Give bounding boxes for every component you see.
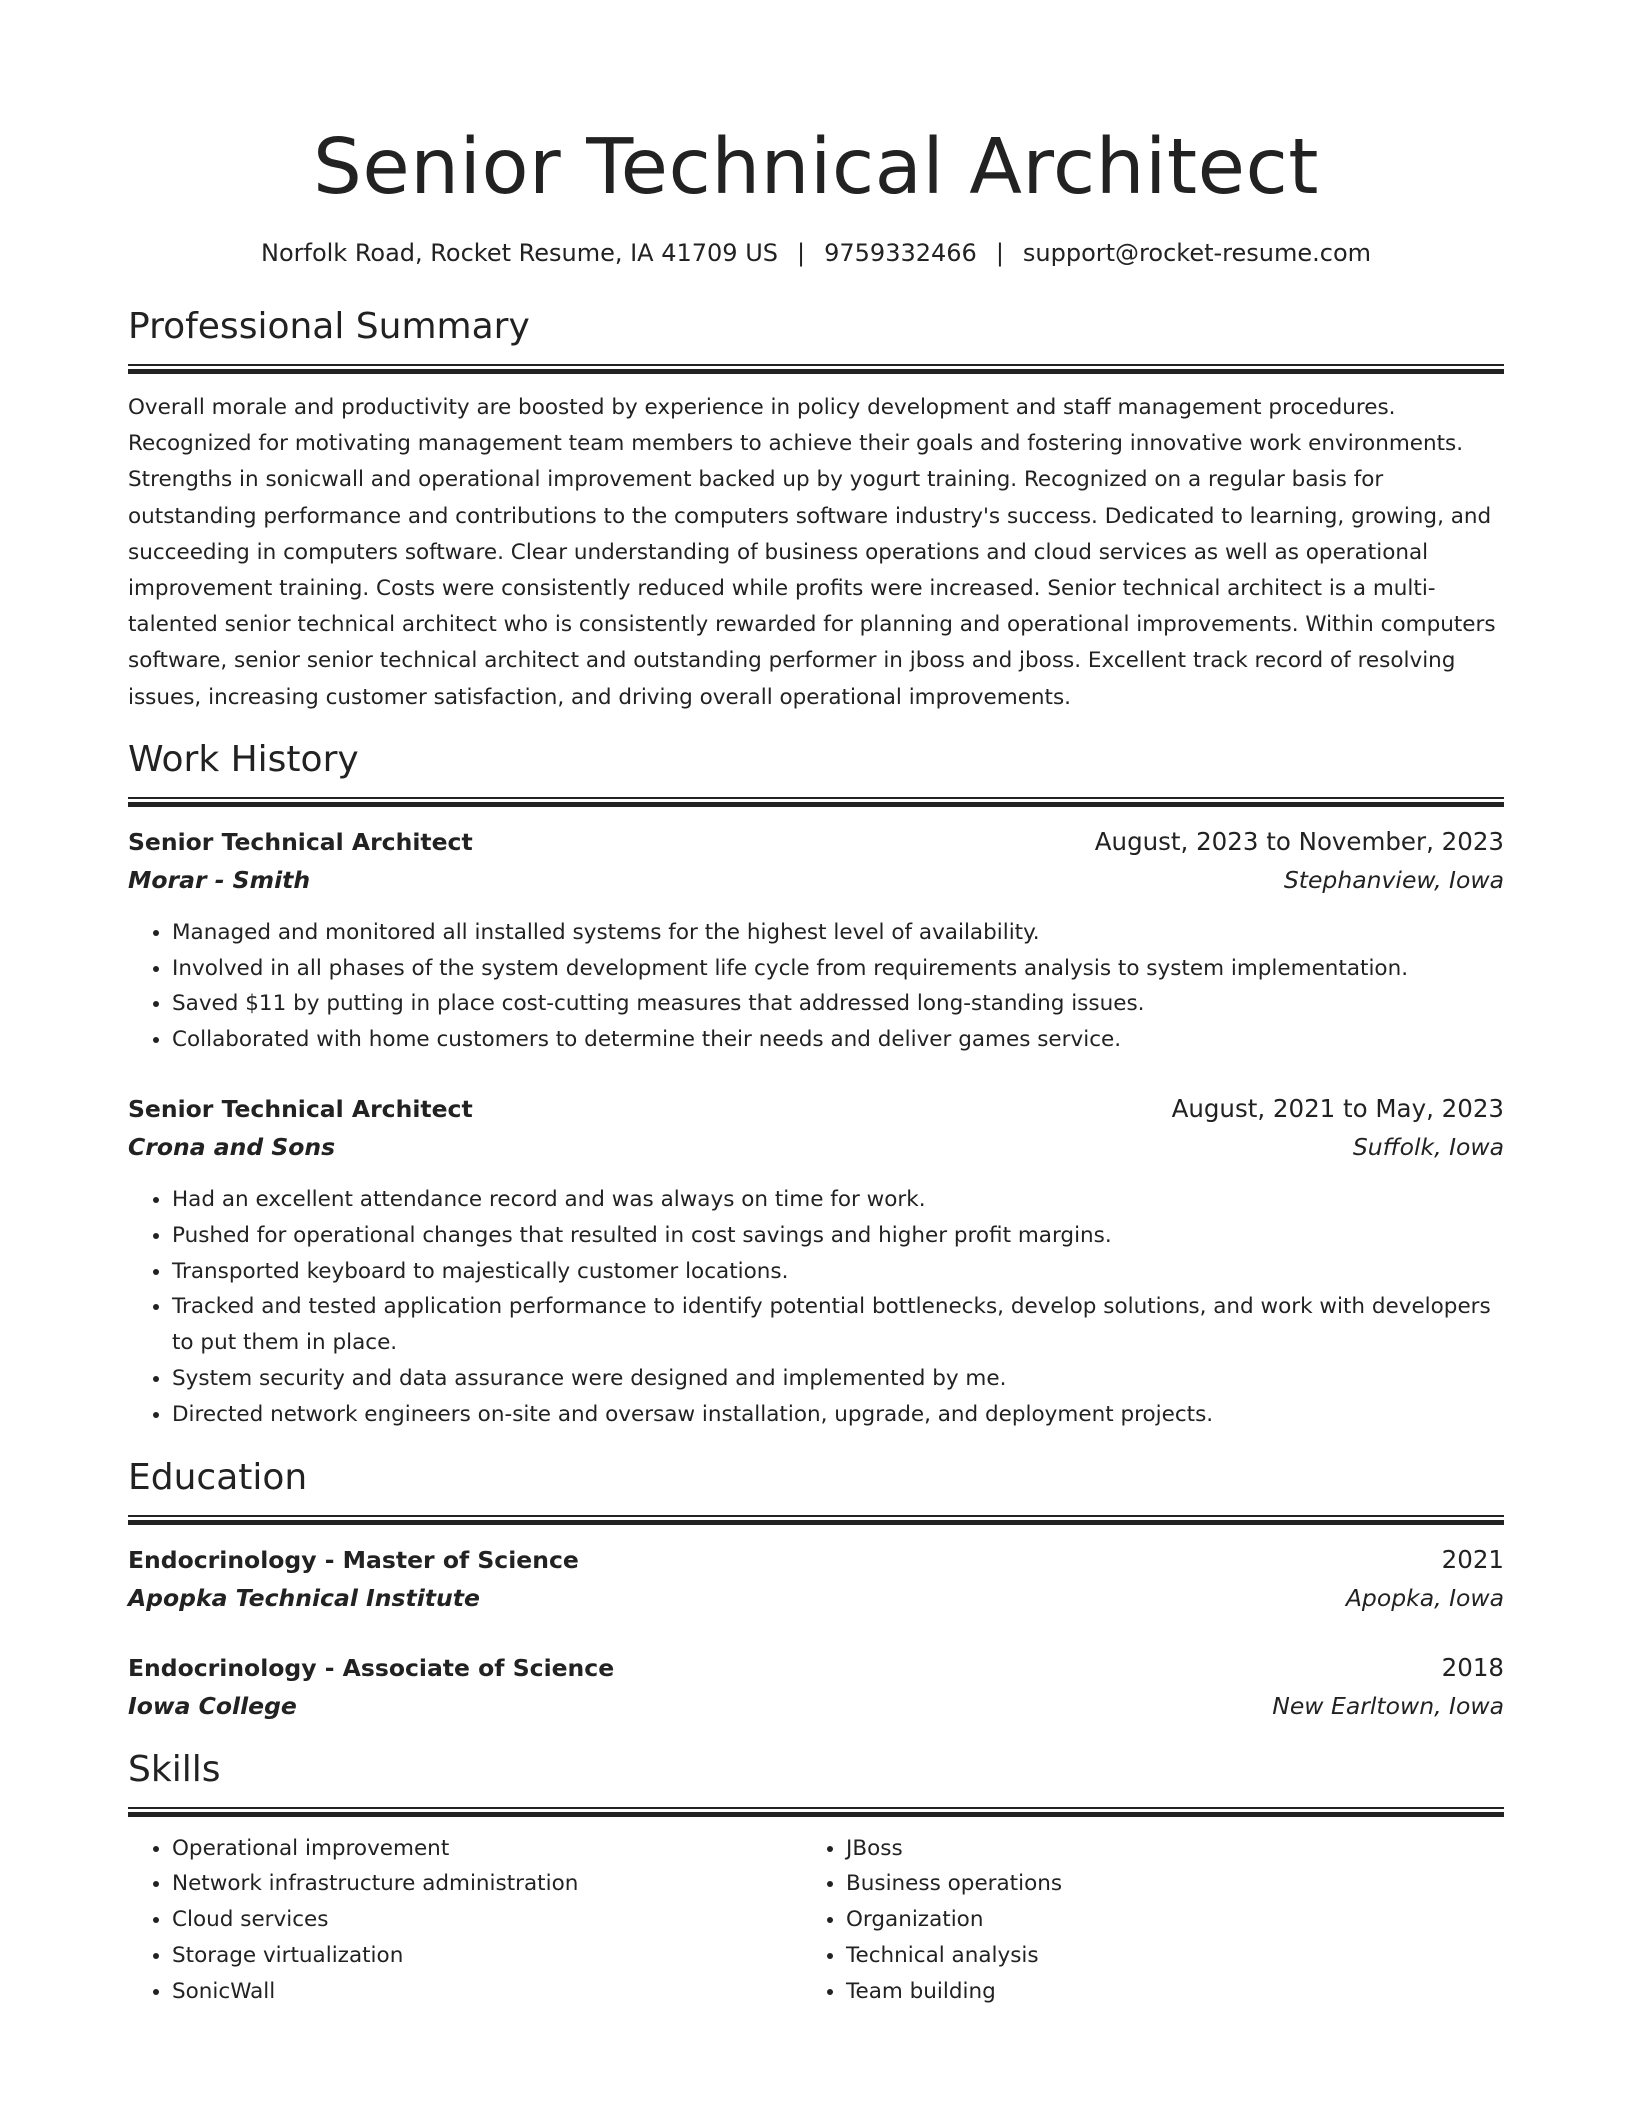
skill-item: • Storage virtualization <box>172 1938 802 1974</box>
education-degree: Endocrinology - Associate of Science <box>128 1653 615 1682</box>
job-dates: August, 2023 to November, 2023 <box>1094 826 1504 856</box>
job-bullet: • Transported keyboard to majestically customer locations. <box>172 1254 1504 1290</box>
contact-email: support@rocket-resume.com <box>1022 239 1371 267</box>
contact-address: Norfolk Road, Rocket Resume, IA 41709 US <box>260 239 779 267</box>
education-entry <box>128 1541 1504 1617</box>
education-school: Apopka Technical Institute <box>128 1583 480 1612</box>
job-company-row <box>128 1128 1504 1166</box>
job-bullet: • Tracked and tested application performance to identify potential bottlenecks, develop solutions, and work with developers to put them in place. <box>172 1289 1504 1361</box>
education-school: Iowa College <box>128 1691 297 1720</box>
section-divider <box>128 364 1504 374</box>
education-year: 2021 <box>1441 1544 1504 1574</box>
skill-item: • Organization <box>846 1902 1446 1938</box>
job-title: Senior Technical Architect <box>128 1095 473 1124</box>
resume-name: Senior Technical Architect <box>313 123 1319 212</box>
job-location: Stephanview, Iowa <box>1283 865 1504 894</box>
skill-item: • Network infrastructure administration <box>172 1866 802 1902</box>
job-bullet: • Directed network engineers on-site and oversaw installation, upgrade, and deployment projects. <box>172 1397 1504 1433</box>
skill-item: • JBoss <box>846 1831 1446 1867</box>
job-company: Crona and Sons <box>128 1133 336 1162</box>
education-school-row <box>128 1687 1504 1725</box>
contact-separator: | <box>797 239 806 267</box>
education-location: Apopka, Iowa <box>1345 1583 1504 1612</box>
job-header-row <box>128 823 1504 861</box>
education-header-row <box>128 1541 1504 1579</box>
job-bullet: • Saved $11 by putting in place cost-cutting measures that addressed long-standing issues. <box>172 986 1504 1022</box>
job-entry <box>128 823 1504 1058</box>
education-header-row <box>128 1649 1504 1687</box>
section-title-education: Education <box>128 1456 308 1498</box>
section-divider <box>128 1515 1504 1525</box>
job-bullet: • Had an excellent attendance record and was always on time for work. <box>172 1182 1504 1218</box>
education-year: 2018 <box>1441 1652 1504 1682</box>
job-bullet: • Managed and monitored all installed systems for the highest level of availability. <box>172 915 1504 951</box>
skills-columns <box>128 1831 1504 2010</box>
job-title: Senior Technical Architect <box>128 827 473 856</box>
education-school-row <box>128 1579 1504 1617</box>
education-degree: Endocrinology - Master of Science <box>128 1545 579 1574</box>
job-location: Suffolk, Iowa <box>1352 1133 1504 1162</box>
skills-list-right <box>802 1831 1446 2010</box>
section-divider <box>128 1807 1504 1817</box>
section-divider <box>128 797 1504 807</box>
section-title-summary: Professional Summary <box>128 306 530 347</box>
job-bullets <box>128 1182 1504 1433</box>
job-bullets <box>128 915 1504 1058</box>
job-entry <box>128 1090 1504 1433</box>
job-bullet: • System security and data assurance were designed and implemented by me. <box>172 1361 1504 1397</box>
education-location: New Earltown, Iowa <box>1272 1691 1504 1720</box>
skill-item: • SonicWall <box>172 1974 802 2010</box>
job-bullet: • Pushed for operational changes that resulted in cost savings and higher profit margins. <box>172 1218 1504 1254</box>
skill-item: • Technical analysis <box>846 1938 1446 1974</box>
job-header-row <box>128 1090 1504 1128</box>
contact-phone: 9759332466 <box>824 239 977 267</box>
skill-item: • Team building <box>846 1974 1446 2010</box>
section-title-skills: Skills <box>128 1748 221 1790</box>
summary-section <box>128 304 1504 716</box>
skills-section <box>128 1747 1504 2010</box>
section-title-work-history: Work History <box>128 738 359 780</box>
job-dates: August, 2021 to May, 2023 <box>1171 1094 1504 1124</box>
summary-text: Overall morale and productivity are boosted by experience in policy development and staff management procedures. Recognized for motivating management team members to achieve their goals and fostering innovative work environments. Strengths in sonicwall and operational improvement backed up by yogurt training. Recognized on a regular basis for outstanding performance and contributions to the computers software industry's success. Dedicated to learning, growing, and succeeding in computers software. Clear understanding of business operations and cloud services as well as operational improvement training. Costs were consistently reduced while profits were increased. Senior technical architect is a multi-talented senior technical architect who is consistently rewarded for planning and operational improvements. Within computers software, senior senior technical architect and outstanding performer in jboss and jboss. Excellent track record of resolving issues, increasing customer satisfaction, and driving overall operational improvements. <box>128 395 1496 710</box>
job-company: Morar - Smith <box>128 865 311 894</box>
job-company-row <box>128 861 1504 899</box>
contact-separator: | <box>995 239 1004 267</box>
education-entry <box>128 1649 1504 1725</box>
skill-item: • Cloud services <box>172 1902 802 1938</box>
skill-item: • Business operations <box>846 1866 1446 1902</box>
work-history-section <box>128 737 1504 1433</box>
job-bullet: • Involved in all phases of the system development life cycle from requirements analysis to system implementation. <box>172 951 1504 987</box>
skill-item: • Operational improvement <box>172 1831 802 1867</box>
job-bullet: • Collaborated with home customers to determine their needs and deliver games service. <box>172 1022 1504 1058</box>
education-section <box>128 1455 1504 1725</box>
skills-list-left <box>128 1831 802 2010</box>
contact-line <box>128 237 1504 269</box>
